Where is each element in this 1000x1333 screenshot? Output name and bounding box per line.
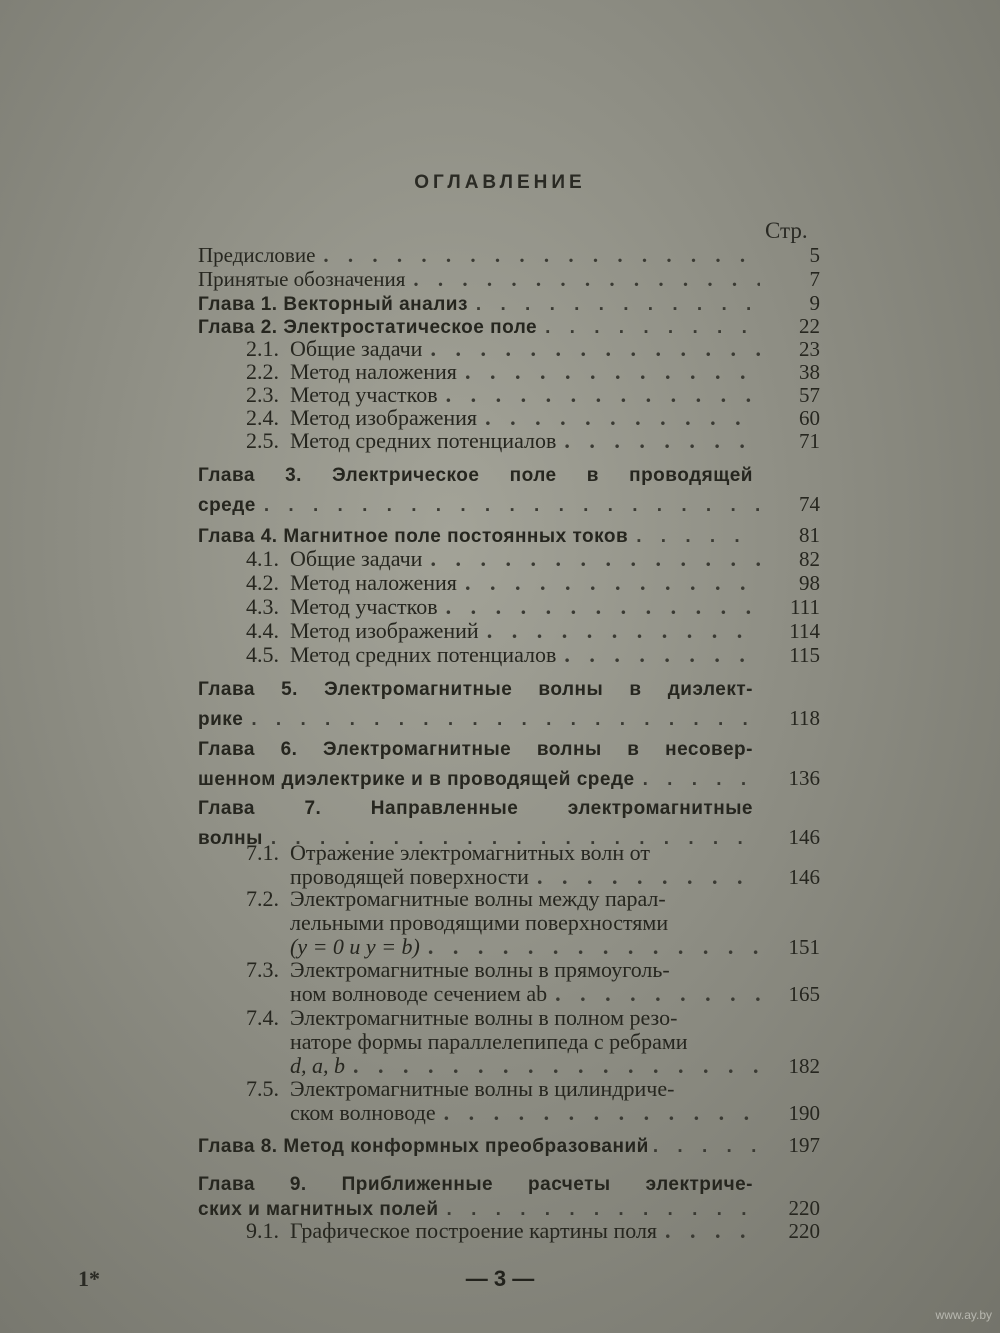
toc-entry-chapter-4 [198,524,820,546]
entry-text: ских и магнитных полей [198,1199,439,1220]
entry-number: 7.4. [246,1005,279,1030]
page-column-label: Стр. [765,218,808,243]
entry-text-line: Глава 5. Электромагнитные волны в диэлект- [198,679,753,700]
entry-text-line: Глава 6. Электромагнитные волны в несовер- [198,739,753,760]
page-title: ОГЛАВЛЕНИЕ [414,172,586,193]
entry-text: Отражение электромагнитных волн от [290,840,650,865]
entry-number: 7.3. [246,957,279,982]
toc-entry-chapter-1 [198,292,820,314]
toc-entry-section-9-1 [246,1220,820,1242]
entry-number: 9.1. [246,1218,279,1243]
entry-number: 7.2. [246,886,279,911]
entry-page: 146 [788,865,820,889]
toc-entry-section-7-4 [246,1007,820,1077]
entry-text: Общие задачи [290,336,423,361]
entry-text: Предисловие [198,243,316,267]
entry-number: 2.3. [246,382,279,407]
entry-text: Глава 8. Метод конформных преобразований [198,1136,649,1157]
toc-entry-section-7-2 [246,888,820,958]
entry-page: 38 [799,360,820,384]
entry-text: Принятые обозначения [198,267,406,291]
entry-number: 4.2. [246,570,279,595]
entry-page: 57 [799,383,820,407]
entry-page: 111 [790,595,820,619]
toc-entry-section-4-2 [246,572,820,594]
entry-page: 71 [799,429,820,453]
entry-text: Метод участков [290,594,438,619]
entry-text: проводящей поверхности [290,864,529,889]
toc-entry-chapter-9 [198,1174,820,1219]
entry-page: 118 [789,706,820,730]
toc-entry-section-7-5 [246,1078,820,1124]
entry-text: ном волноводе сечением ab [290,981,548,1006]
entry-text: наторе формы параллелепипеда с ребрами [290,1029,688,1054]
entry-page: 74 [799,492,820,516]
entry-page: 23 [799,337,820,361]
entry-page: 197 [788,1133,820,1157]
toc-entry-section-2-1 [246,338,820,360]
entry-text: Глава 4. Магнитное поле постоянных токов [198,526,629,547]
entry-text: Электромагнитные волны в цилиндриче- [290,1076,675,1101]
entry-text: d, a, b [290,1053,345,1078]
toc-entry-section-4-5 [246,644,820,666]
entry-text: Электромагнитные волны между парал- [290,886,666,911]
entry-text: Метод изображения [290,405,478,430]
entry-page: 9 [809,291,820,315]
toc-entry-preface [198,244,820,266]
toc-entry-section-4-1 [246,548,820,570]
entry-page: 5 [809,243,820,267]
entry-text: волны [198,828,263,849]
entry-number: 4.3. [246,594,279,619]
toc-entry-section-7-1 [246,842,820,888]
toc-entry-chapter-2 [198,315,820,337]
entry-text: (y = 0 и y = b) [290,934,420,959]
entry-number: 4.5. [246,642,279,667]
entry-page: 82 [799,547,820,571]
toc-entry-section-2-4 [246,407,820,429]
toc-entry-chapter-6 [198,739,820,789]
entry-text: Метод средних потенциалов [290,642,557,667]
printer-signature-mark: 1* [78,1266,100,1291]
toc-entry-chapter-8 [198,1134,820,1156]
entry-page: 182 [788,1054,820,1078]
toc-entry-chapter-3 [198,465,820,515]
entry-page: 81 [799,523,820,547]
entry-page: 114 [789,619,820,643]
entry-page: 115 [789,643,820,667]
entry-page: 60 [799,406,820,430]
toc-entry-section-2-3 [246,384,820,406]
entry-text: Графическое построение картины поля [290,1218,658,1243]
entry-number: 7.5. [246,1076,279,1101]
entry-number: 2.4. [246,405,279,430]
entry-page: 146 [788,825,820,849]
entry-page: 98 [799,571,820,595]
toc-entry-section-2-2 [246,361,820,383]
entry-text: Метод наложения [290,570,457,595]
entry-page: 22 [799,314,820,338]
toc-entry-section-4-3 [246,596,820,618]
entry-text: Метод изображений [290,618,479,643]
entry-number: 2.5. [246,428,279,453]
toc-entry-section-2-5 [246,430,820,452]
entry-page: 136 [788,766,820,790]
watermark: www.ay.by [935,1308,992,1322]
entry-page: 165 [788,982,820,1006]
entry-text: Метод средних потенциалов [290,428,557,453]
entry-text-line: Глава 9. Приближенные расчеты электриче- [198,1174,753,1195]
entry-page: 190 [788,1101,820,1125]
entry-text: ском волноводе [290,1100,436,1125]
entry-text: Метод наложения [290,359,457,384]
entry-page: 220 [788,1219,820,1243]
entry-number: 4.1. [246,546,279,571]
entry-text: Общие задачи [290,546,423,571]
page-number: — 3 — [465,1266,535,1291]
entry-number: 7.1. [246,840,279,865]
entry-text: среде [198,495,256,516]
entry-text-line: Глава 7. Направленные электромагнитные [198,798,753,819]
entry-page: 220 [788,1196,820,1220]
entry-text: рике [198,709,244,730]
entry-text: Электромагнитные волны в полном резо- [290,1005,678,1030]
entry-page: 7 [809,267,820,291]
entry-text: шенном диэлектрике и в проводящей среде [198,769,635,790]
entry-number: 4.4. [246,618,279,643]
entry-number: 2.2. [246,359,279,384]
entry-page: 151 [788,935,820,959]
entry-number: 2.1. [246,336,279,361]
entry-text: Метод участков [290,382,438,407]
toc-entry-section-7-3 [246,959,820,1005]
toc-entry-section-4-4 [246,620,820,642]
entry-text: лельными проводящими поверхностями [290,910,669,935]
toc-entry-notation [198,268,820,290]
entry-text-line: Глава 3. Электрическое поле в проводящей [198,465,753,486]
entry-text: Глава 2. Электростатическое поле [198,317,538,338]
entry-text: Глава 1. Векторный анализ [198,294,468,315]
entry-text: Электромагнитные волны в прямоуголь- [290,957,670,982]
toc-entry-chapter-5 [198,679,820,729]
